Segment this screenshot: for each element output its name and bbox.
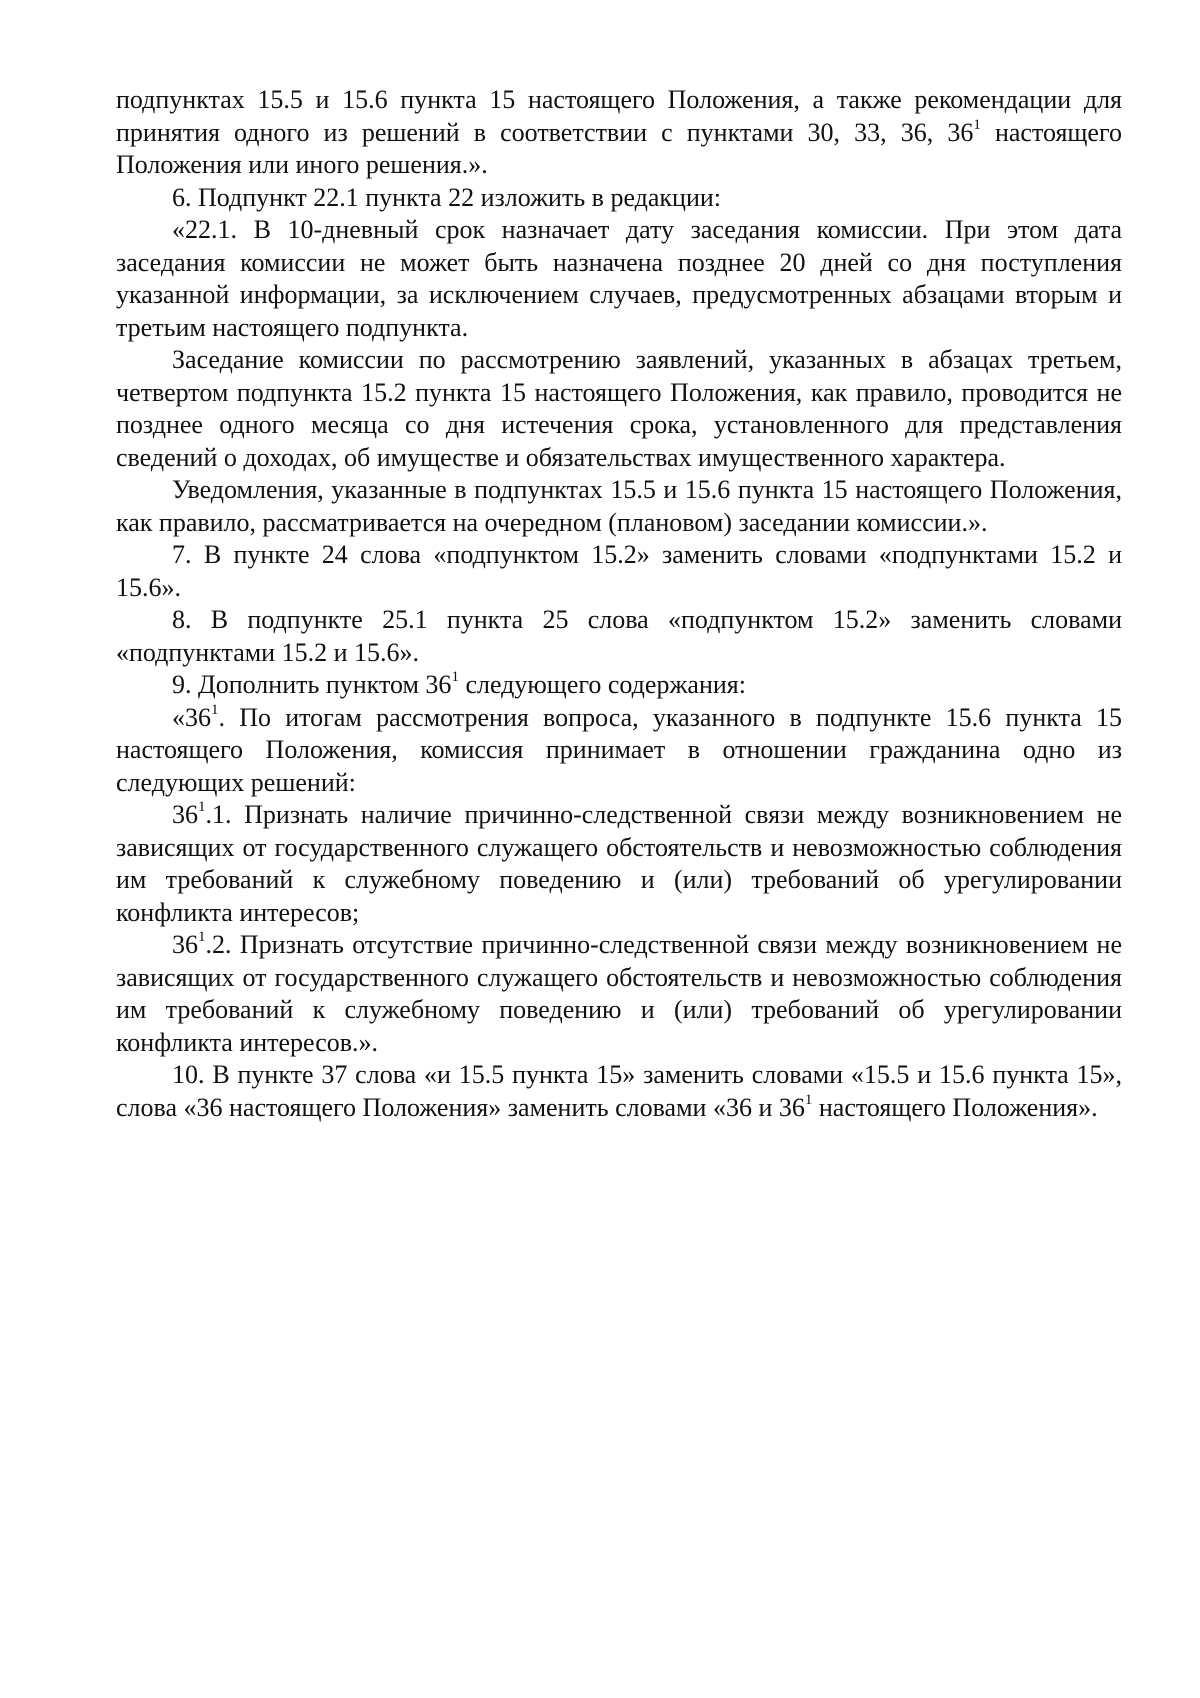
paragraph-22-1-text: «22.1. В 10-дневный срок назначает дату заседания комиссии. При этом дата заседания комиссии не может быть назначена позднее 20 дней со дня поступления указанной информации, за исключением случаев, предусмотренных абзацами вторым и третьим настоящего подпункта. xyxy=(116,215,1122,342)
paragraph-36-1-2: $36^1.2$. Признать отсутствие причинно-следственной связи между возникновением не зависящих от государственного служащего обстоятельств и невозможностью соблюдения им требований к служебному поведению и (или) требований об урегулировании конфликта интересов.». xyxy=(116,929,1122,1057)
paragraph-meeting-applications: Заседание комиссии по рассмотрению заявлений, указанных в абзацах третьем, четвертом подпункта 15.2 пункта 15 настоящего Положения, как правило, проводится не позднее одного месяца со дня истечения срока, установленного для представления сведений о доходах, об имуществе и обязательствах имущественного характера. xyxy=(116,345,1122,472)
paragraph-item-10: 10. В пункте 37 слова «и 15.5 пункта 15» заменить словами «15.5 и 15.6 пункта 15», слова «36 настоящего Положения» заменить словами «36 и $36^1$ настоящего Положения». xyxy=(116,1060,1122,1122)
paragraph-notifications: Уведомления, указанные в подпунктах 15.5 и 15.6 пункта 15 настоящего Положения, как правило, рассматривается на очередном (плановом) заседании комиссии.». xyxy=(116,475,1122,537)
paragraph-item-6: 6. Подпункт 22.1 пункта 22 изложить в редакции: xyxy=(172,182,722,212)
paragraph-item-9: 9. Дополнить пунктом $36^1$ следующего содержания: xyxy=(172,669,746,699)
document-page xyxy=(116,84,1122,1124)
paragraph-1-continuation: подпунктах 15.5 и 15.6 пункта 15 настоящего Положения, а также рекомендации для принятия одного из решений в соответствии с пунктами 30, 33, 36, $36^1$ настоящего Положения или иного решения.». xyxy=(116,85,1122,179)
paragraph-item-7: 7. В пункте 24 слова «подпунктом 15.2» заменить словами «подпунктами 15.2 и 15.6». xyxy=(116,540,1122,602)
paragraph-36-1-1: $36^1.1$. Признать наличие причинно-следственной связи между возникновением не зависящих от государственного служащего обстоятельств и невозможностью соблюдения им требований к служебному поведению и (или) требований об урегулировании конфликта интересов; xyxy=(116,799,1122,927)
paragraph-36-1-text: «$36^1$. По итогам рассмотрения вопроса, указанного в подпункте 15.6 пункта 15 настоящего Положения, комиссия принимает в отношении гражданина одно из следующих решений: xyxy=(116,701,1122,797)
paragraph-item-8: 8. В подпункте 25.1 пункта 25 слова «подпунктом 15.2» заменить словами «подпунктами 15.2 и 15.6». xyxy=(116,605,1122,667)
